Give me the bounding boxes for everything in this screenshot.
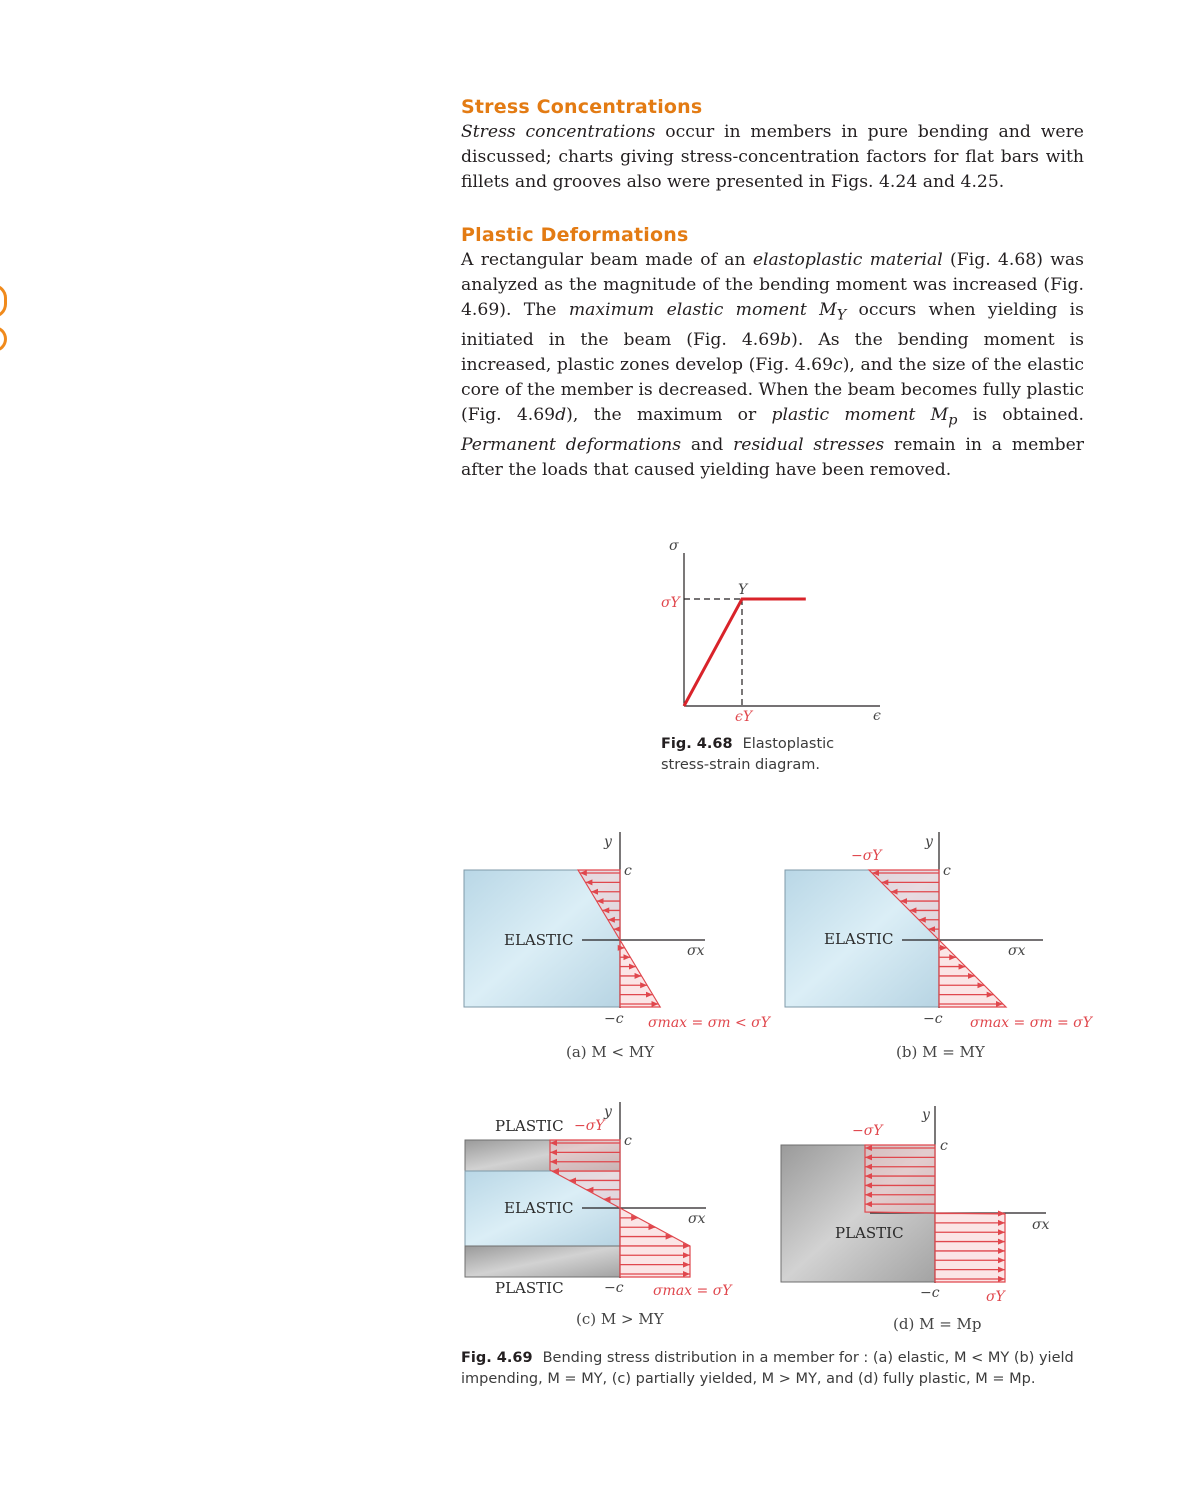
figure-number: Fig. 4.69 [461, 1350, 533, 1366]
text: ), and the size of the elastic core of the member is decreased. When the beam becomes fully plastic (Fig. 4.69 [461, 355, 1084, 425]
panel-a [464, 832, 772, 1061]
neg-sigma-y-label: −σY [852, 1123, 883, 1139]
sigma-x-label: σx [688, 1211, 706, 1227]
yield-point-label: Y [738, 582, 748, 598]
sigma-y-label: σY [986, 1289, 1005, 1305]
neg-c-label: −c [923, 1011, 943, 1027]
em-term: c [833, 355, 843, 376]
elastic-label: ELASTIC [824, 930, 894, 948]
c-label: c [624, 863, 632, 879]
elastic-label: ELASTIC [504, 931, 574, 949]
em-term: residual stresses [733, 434, 885, 455]
text: (Fig. 4.68) was analyzed as the magnitude of the bending moment was increased (Fig. 4.69). The [461, 250, 1084, 320]
em-term: elastoplastic material [752, 250, 943, 271]
panel-b-caption: (b) M = MY [896, 1043, 985, 1061]
panel-b [785, 832, 1094, 1061]
c-label: c [940, 1138, 948, 1154]
y-label: y [604, 834, 612, 850]
y-label: y [922, 1107, 930, 1123]
text: remain in a member after the loads that caused yielding have been removed. [461, 434, 1085, 480]
sigma-y-label: σY [661, 595, 680, 611]
neg-c-label: −c [604, 1011, 624, 1027]
elastic-label: ELASTIC [504, 1199, 574, 1217]
epsilon-y-label: ϵY [735, 709, 753, 725]
em-term: b [780, 330, 792, 351]
text: occurs when yielding is initiated in the beam (Fig. 4.69 [461, 299, 1085, 351]
sigma-x-label: σx [1032, 1217, 1050, 1233]
sigma-max-label: σmax = σY [653, 1283, 732, 1299]
plastic-label-top: PLASTIC [495, 1117, 564, 1135]
em-term: Stress concentrations [461, 122, 656, 142]
sigma-x-label: σx [1008, 943, 1026, 959]
em-term: Permanent deformations [461, 434, 682, 455]
plastic-label: PLASTIC [835, 1224, 904, 1242]
text: is obtained. [957, 404, 1085, 425]
figure-number: Fig. 4.68 [661, 736, 733, 752]
sigma-max-label: σmax = σm = σY [970, 1015, 1092, 1031]
y-label: y [604, 1104, 612, 1120]
neg-sigma-y-label: −σY [574, 1118, 605, 1134]
text: and [681, 434, 734, 455]
panel-c [465, 1102, 733, 1328]
text: A rectangular beam made of an [461, 250, 753, 271]
subscript: Y [836, 307, 847, 324]
text: occur in members in pure bending and were discussed; charts giving stress-concentration factors for flat bars with fillets and grooves also were presented in Figs. 4.24 and 4.25. [461, 122, 1084, 192]
panel-a-caption: (a) M < MY [566, 1043, 655, 1061]
subscript: p [948, 412, 958, 429]
caption-text: Elastoplastic stress-strain diagram. [661, 736, 835, 773]
neg-sigma-y-label: −σY [851, 848, 882, 864]
c-label: c [943, 863, 951, 879]
fig-4-69-caption [461, 1348, 1091, 1390]
em-term: d [555, 404, 567, 425]
c-label: c [624, 1133, 632, 1149]
text: maximum elastic moment M [568, 299, 837, 320]
text: ). As the bending moment is increased, plastic zones develop (Fig. 4.69 [461, 330, 1084, 376]
sigma-label: σ [669, 538, 679, 554]
neg-c-label: −c [604, 1280, 624, 1296]
section-heading-stress-concentrations: Stress Concentrations [461, 96, 703, 118]
plastic-label-bottom: PLASTIC [495, 1279, 564, 1297]
neg-c-label: −c [920, 1285, 940, 1301]
sigma-max-label: σmax = σm < σY [648, 1015, 770, 1031]
sigma-x-label: σx [687, 943, 705, 959]
y-label: y [925, 834, 933, 850]
plastic-zone-bottom [465, 1246, 620, 1277]
text: ), the maximum or [566, 404, 772, 425]
epsilon-label: ϵ [873, 708, 881, 724]
panel-d [781, 1106, 1050, 1333]
text: plastic moment M [771, 404, 949, 425]
section-heading-plastic-deformations: Plastic Deformations [461, 224, 689, 247]
panel-d-caption: (d) M = Mp [893, 1315, 982, 1333]
caption-text: Bending stress distribution in a member for : (a) elastic, M < MY (b) yield impending, M = MY, (c) partially yielded, M > MY, and (d) fully plastic, M = Mp. [461, 1350, 1074, 1387]
panel-c-caption: (c) M > MY [576, 1310, 664, 1328]
